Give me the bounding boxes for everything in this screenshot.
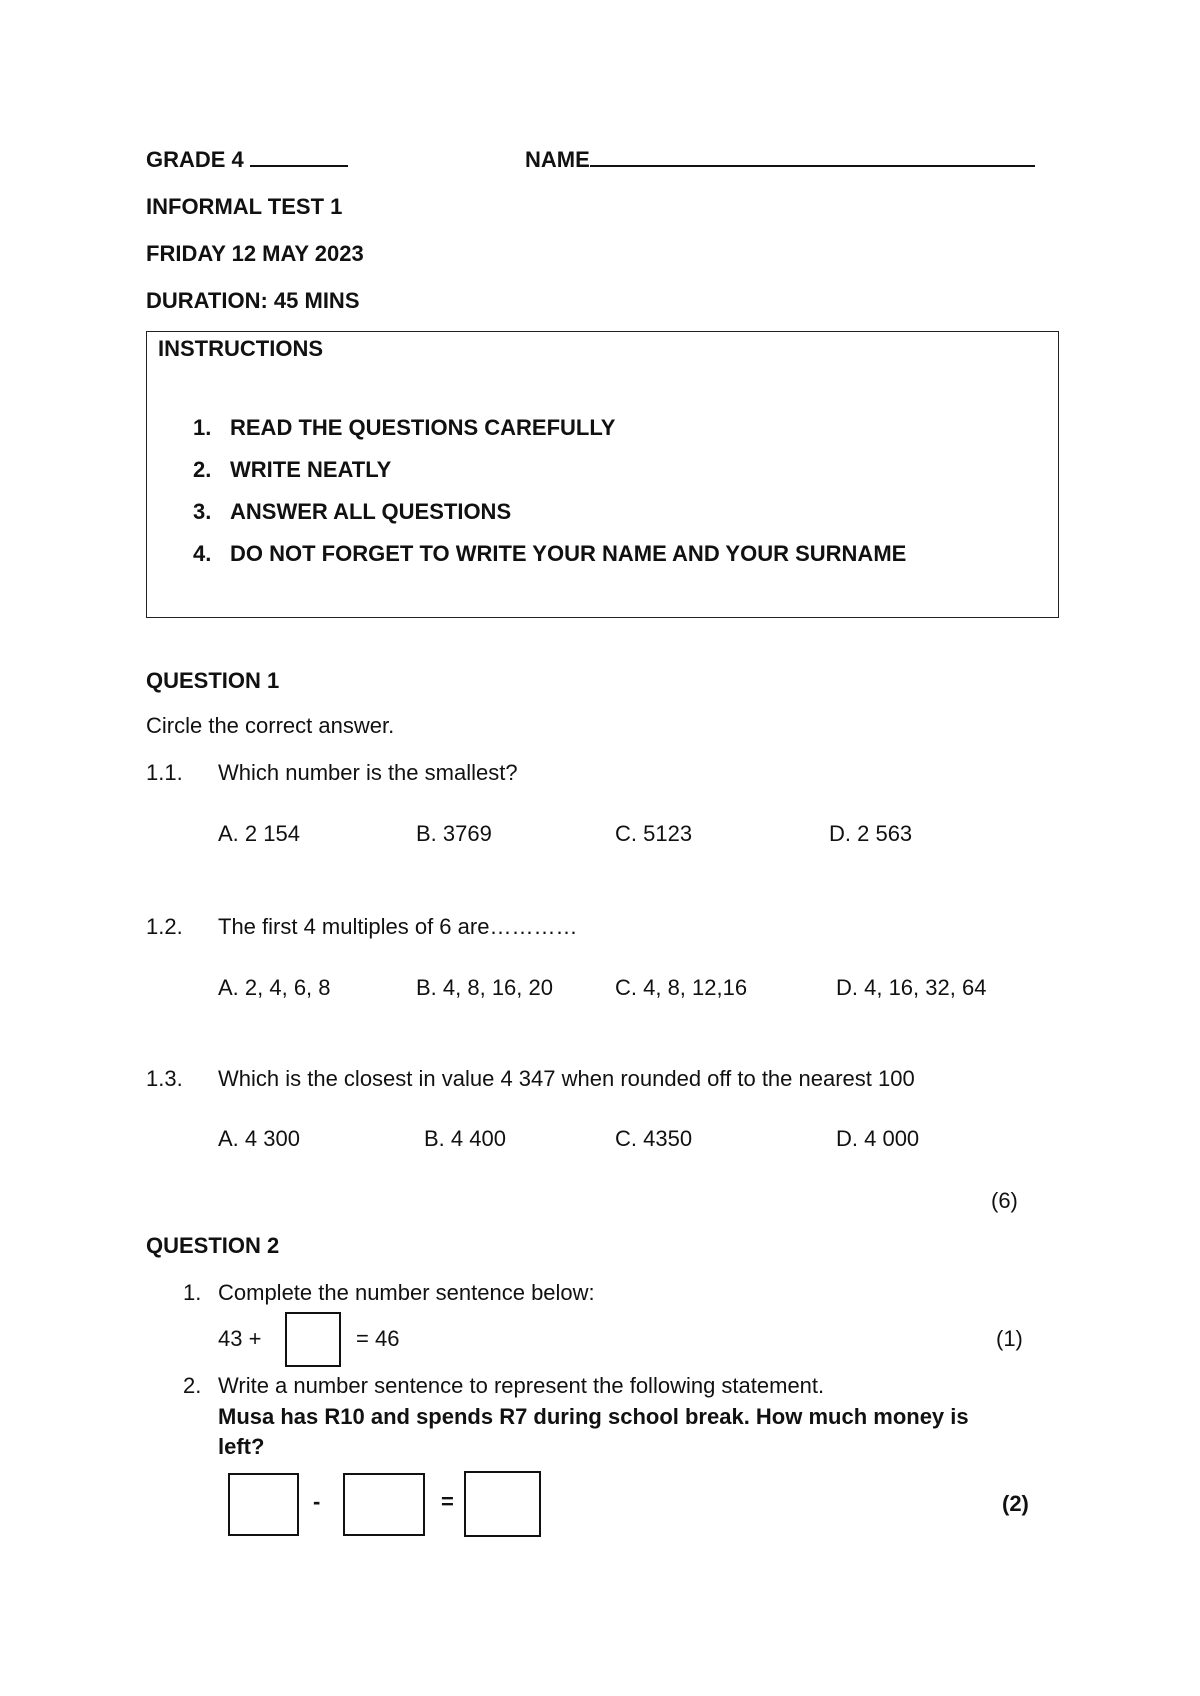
option-d[interactable]: D. 4 000	[836, 1126, 920, 1151]
question-number: 2.	[183, 1373, 202, 1398]
option-d[interactable]: D. 2 563	[829, 821, 913, 846]
question-number: 1.2.	[146, 914, 183, 939]
instruction-number: 3.	[193, 499, 212, 524]
answer-box[interactable]	[285, 1312, 341, 1367]
instruction-item: WRITE NEATLY	[230, 457, 392, 482]
test-title: INFORMAL TEST 1	[146, 194, 343, 219]
option-b[interactable]: B. 3769	[416, 821, 492, 846]
question1-instruction: Circle the correct answer.	[146, 713, 395, 738]
equals-sign: =	[441, 1489, 454, 1514]
test-duration: DURATION: 45 MINS	[146, 288, 360, 313]
grade-blank[interactable]	[250, 165, 348, 167]
instruction-number: 4.	[193, 541, 212, 566]
grade-label: GRADE 4	[146, 147, 348, 173]
option-b[interactable]: B. 4, 8, 16, 20	[416, 975, 553, 1000]
instructions-title: INSTRUCTIONS	[158, 336, 323, 361]
question2-2-marks: (2)	[1002, 1491, 1029, 1516]
number-sentence-left: 43 +	[218, 1326, 262, 1351]
option-b[interactable]: B. 4 400	[424, 1126, 506, 1151]
answer-box[interactable]	[464, 1471, 541, 1537]
option-a[interactable]: A. 4 300	[218, 1126, 300, 1151]
question-text: Which is the closest in value 4 347 when rounded off to the nearest 100	[218, 1066, 915, 1091]
word-problem-line1: Musa has R10 and spends R7 during school break. How much money is	[218, 1404, 969, 1429]
option-a[interactable]: A. 2 154	[218, 821, 300, 846]
minus-sign: -	[313, 1489, 321, 1514]
question-text: Complete the number sentence below:	[218, 1280, 595, 1305]
instruction-item: READ THE QUESTIONS CAREFULLY	[230, 415, 616, 440]
question-text: Which number is the smallest?	[218, 760, 518, 785]
answer-box[interactable]	[343, 1473, 425, 1536]
option-c[interactable]: C. 4350	[615, 1126, 693, 1151]
answer-box[interactable]	[228, 1473, 299, 1536]
question-number: 1.1.	[146, 760, 183, 785]
number-sentence-right: = 46	[356, 1326, 400, 1351]
instruction-item: ANSWER ALL QUESTIONS	[230, 499, 512, 524]
option-c[interactable]: C. 4, 8, 12,16	[615, 975, 748, 1000]
option-a[interactable]: A. 2, 4, 6, 8	[218, 975, 331, 1000]
question1-title: QUESTION 1	[146, 668, 280, 693]
question1-marks: (6)	[991, 1188, 1018, 1213]
option-d[interactable]: D. 4, 16, 32, 64	[836, 975, 987, 1000]
word-problem-line2: left?	[218, 1434, 265, 1459]
question-number: 1.3.	[146, 1066, 183, 1091]
question-text: The first 4 multiples of 6 are…………	[218, 914, 578, 939]
question2-1-marks: (1)	[996, 1326, 1023, 1351]
instruction-item: DO NOT FORGET TO WRITE YOUR NAME AND YOUR SURNAME	[230, 541, 907, 566]
question2-title: QUESTION 2	[146, 1233, 280, 1258]
instruction-number: 2.	[193, 457, 212, 482]
question-number: 1.	[183, 1280, 202, 1305]
question-text: Write a number sentence to represent the following statement.	[218, 1373, 825, 1398]
test-date: FRIDAY 12 MAY 2023	[146, 241, 364, 266]
name-blank[interactable]	[590, 165, 1035, 167]
name-label: NAME	[525, 147, 1035, 173]
instruction-number: 1.	[193, 415, 212, 440]
option-c[interactable]: C. 5123	[615, 821, 693, 846]
